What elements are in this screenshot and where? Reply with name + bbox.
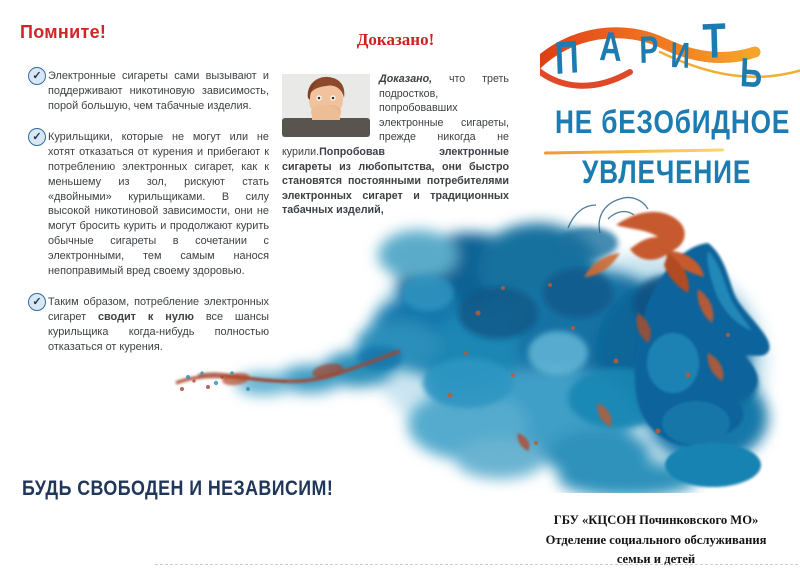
proven-heading: Доказано! [356,30,435,49]
bullet-text: Курильщики, которые не могут или не хотят отказаться от курения и прибегают к потреблению электронных сигарет, как к меньшему из зол, рискуют стать «двойными» курильщиками. В силу высокой никотиновой зависимости, они не могут бросить курить и продолжают курить обычные сигареты в сочетании с электронными, тем самым нанося непоправимый вред своему здоровью. [48,131,269,277]
checkmark-icon: ✓ [28,128,46,146]
title-letter: Т [701,13,727,69]
title-letter: П [553,30,580,84]
remember-heading: Помните! [20,22,107,42]
org-line: ГБУ «КЦСОН Починковского МО» [553,513,759,527]
org-line: семьи и детей [616,552,696,567]
panel-title [540,12,800,194]
fold-dashed-line [155,564,798,565]
slogan-text: БУДЬ СВОБОДЕН И НЕЗАВИСИМ! [22,477,334,500]
org-line: Отделение социального обслуживания [545,532,767,547]
title-line2: НЕ бЕЗОбИДНОЕ [555,104,791,140]
boy-photo-illustration [282,74,370,137]
title-line3: УВЛЕЧЕНИЕ [582,154,752,190]
proven-paragraph: Доказано, что треть подростков, попробовавших электронные сигареты, прежде никогда не курили.Попробовав электронные сигареты из любопытства, они быстро становятся постоянными потребителями электронных сигарет и традиционных табачных изделий, [282,73,509,217]
bullet-item [20,69,270,113]
checkmark-icon: ✓ [28,293,46,311]
title-letter: Ь [739,49,764,97]
panel-proven [282,30,509,218]
bullet-text: Электронные сигареты сами вызывают и поддерживают никотиновую зависимость, порой большую, чем табачные изделия. [48,70,269,112]
smoke-ink-cloud-image [168,193,800,493]
title-letter: Р [638,29,660,72]
title-letter: А [598,23,623,71]
bullet-text: Таким образом, потребление электронных сигарет сводит к нулю все шансы курильщика когда-нибудь полностью отказаться от курения. [48,296,269,353]
org-block [520,511,792,569]
boy-covering-mouth-photo [282,74,370,137]
title-letter: И [670,34,691,76]
checkmark-icon: ✓ [28,67,46,85]
smoke-ink-cloud-svg [168,193,800,493]
